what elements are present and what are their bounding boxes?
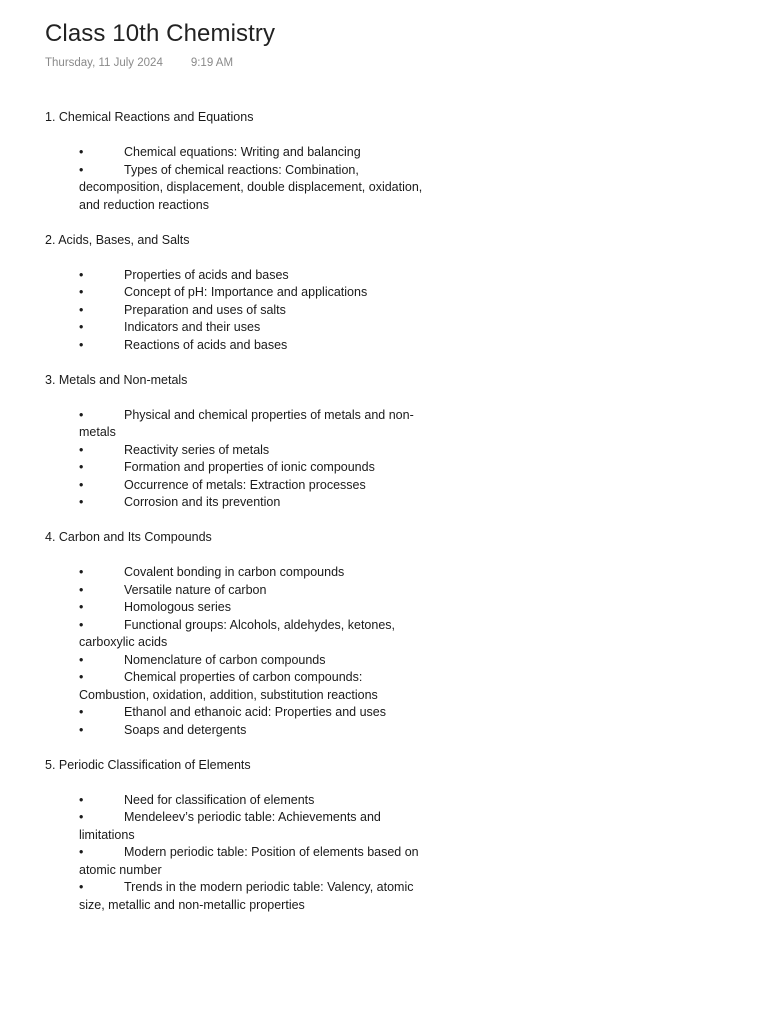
list-item bbox=[79, 144, 425, 162]
bullet-icon: • bbox=[79, 845, 84, 859]
list-item bbox=[79, 652, 425, 670]
list-item-text: Ethanol and ethanoic acid: Properties and uses bbox=[124, 705, 386, 719]
list-item bbox=[79, 494, 425, 512]
list-item bbox=[79, 722, 425, 740]
list-item bbox=[79, 669, 425, 704]
note-time: 9:19 AM bbox=[190, 57, 234, 69]
bullet-icon: • bbox=[79, 337, 84, 352]
bullet-icon: • bbox=[79, 810, 84, 824]
bullet-icon: • bbox=[79, 477, 84, 492]
section-1 bbox=[45, 109, 425, 214]
list-item-text: Concept of pH: Importance and applications bbox=[124, 285, 368, 299]
bullet-icon: • bbox=[79, 285, 84, 299]
list-item bbox=[79, 564, 425, 582]
list-item-text: Corrosion and its prevention bbox=[124, 495, 281, 509]
list-item bbox=[79, 599, 425, 617]
list-item-text: Covalent bonding in carbon compounds bbox=[124, 565, 345, 579]
bullet-icon: • bbox=[79, 145, 84, 159]
list-item-text: Trends in the modern periodic table: Valency, atomic size, metallic and non-metallic properties bbox=[79, 880, 414, 912]
section-3 bbox=[45, 372, 425, 512]
bullet-icon: • bbox=[79, 705, 84, 719]
list-item-text: Soaps and detergents bbox=[124, 722, 247, 737]
bullet-list bbox=[45, 792, 425, 915]
list-item-text: Indicators and their uses bbox=[124, 320, 261, 334]
list-item-text: Properties of acids and bases bbox=[124, 267, 289, 282]
bullet-icon: • bbox=[79, 162, 84, 177]
list-item bbox=[79, 477, 425, 495]
list-item bbox=[79, 844, 425, 879]
list-item bbox=[79, 337, 425, 355]
section-heading: 1. Chemical Reactions and Equations bbox=[45, 110, 254, 124]
note-meta bbox=[45, 56, 425, 70]
list-item bbox=[79, 617, 425, 652]
section-heading: 2. Acids, Bases, and Salts bbox=[45, 232, 190, 247]
list-item-text: Mendeleev’s periodic table: Achievements and limitations bbox=[79, 810, 381, 842]
bullet-icon: • bbox=[79, 407, 84, 422]
bullet-list bbox=[45, 564, 425, 739]
bullet-icon: • bbox=[79, 792, 84, 807]
section-5 bbox=[45, 757, 425, 915]
bullet-icon: • bbox=[79, 582, 84, 597]
list-item-text: Chemical equations: Writing and balancing bbox=[124, 145, 361, 159]
section-heading: 5. Periodic Classification of Elements bbox=[45, 757, 251, 772]
bullet-icon: • bbox=[79, 722, 84, 737]
list-item-text: Reactions of acids and bases bbox=[124, 337, 288, 352]
list-item-text: Types of chemical reactions: Combination, decomposition, displacement, double displacement, oxidation, and reduction reactions bbox=[79, 162, 423, 212]
bullet-list bbox=[45, 267, 425, 355]
bullet-list bbox=[45, 407, 425, 512]
list-item-text: Chemical properties of carbon compounds: Combustion, oxidation, addition, substitution reactions bbox=[79, 670, 378, 702]
list-item bbox=[79, 442, 425, 460]
page-title[interactable]: Class 10th Chemistry bbox=[45, 20, 276, 47]
list-item bbox=[79, 302, 425, 320]
list-item-text: Functional groups: Alcohols, aldehydes, ketones, carboxylic acids bbox=[79, 617, 396, 649]
bullet-icon: • bbox=[79, 565, 84, 579]
bullet-list bbox=[45, 144, 425, 214]
bullet-icon: • bbox=[79, 267, 84, 282]
note-header bbox=[45, 18, 425, 70]
list-item-text: Need for classification of elements bbox=[124, 792, 315, 807]
section-heading: 4. Carbon and Its Compounds bbox=[45, 530, 212, 544]
bullet-icon: • bbox=[79, 495, 84, 509]
bullet-icon: • bbox=[79, 460, 84, 474]
list-item bbox=[79, 704, 425, 722]
list-item-text: Modern periodic table: Position of elements based on atomic number bbox=[79, 845, 419, 877]
list-item-text: Nomenclature of carbon compounds bbox=[124, 652, 326, 667]
bullet-icon: • bbox=[79, 302, 84, 317]
list-item bbox=[79, 879, 425, 914]
list-item-text: Formation and properties of ionic compounds bbox=[124, 460, 375, 474]
bullet-icon: • bbox=[79, 600, 84, 614]
list-item bbox=[79, 809, 425, 844]
list-item-text: Preparation and uses of salts bbox=[124, 302, 286, 317]
bullet-icon: • bbox=[79, 652, 84, 667]
bullet-icon: • bbox=[79, 320, 84, 334]
list-item-text: Reactivity series of metals bbox=[124, 442, 270, 457]
list-item bbox=[79, 407, 425, 442]
section-4 bbox=[45, 529, 425, 739]
list-item bbox=[79, 267, 425, 285]
list-item bbox=[79, 792, 425, 810]
list-item bbox=[79, 459, 425, 477]
bullet-icon: • bbox=[79, 670, 84, 684]
list-item bbox=[79, 284, 425, 302]
bullet-icon: • bbox=[79, 880, 84, 894]
bullet-icon: • bbox=[79, 442, 84, 457]
note-date: Thursday, 11 July 2024 bbox=[45, 57, 163, 69]
list-item bbox=[79, 162, 425, 215]
section-heading: 3. Metals and Non-metals bbox=[45, 372, 188, 387]
list-item-text: Versatile nature of carbon bbox=[124, 582, 267, 597]
list-item bbox=[79, 319, 425, 337]
list-item bbox=[79, 582, 425, 600]
section-2 bbox=[45, 232, 425, 355]
list-item-text: Physical and chemical properties of metals and non-metals bbox=[79, 407, 414, 439]
bullet-icon: • bbox=[79, 617, 84, 632]
note-body[interactable] bbox=[45, 109, 425, 932]
list-item-text: Homologous series bbox=[124, 600, 231, 614]
list-item-text: Occurrence of metals: Extraction processes bbox=[124, 477, 366, 492]
